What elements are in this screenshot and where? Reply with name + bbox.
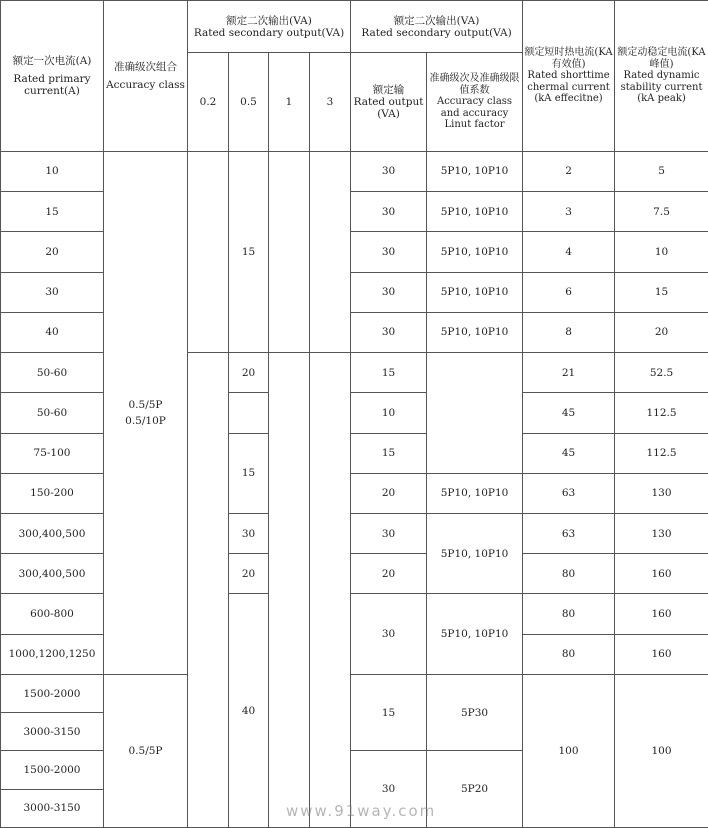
class-0.5-cell: 30: [229, 514, 269, 554]
alf-empty: [427, 353, 523, 474]
header-rated-output: 额定输 Rated output (VA): [351, 53, 427, 152]
class-3-empty-b: [310, 353, 351, 828]
header-accuracy-class: 准确级次组合 Accuracy class: [104, 1, 188, 152]
dynamic-cell: 160: [615, 554, 708, 594]
thermal-cell: 6: [523, 272, 615, 312]
dynamic-cell: 112.5: [615, 393, 708, 433]
output-cell: 15: [351, 433, 427, 473]
header-class-0.2: 0.2: [188, 53, 229, 152]
alf-group-a: 5P10, 10P10: [427, 514, 523, 594]
current-cell: 3000-3150: [1, 713, 104, 751]
current-cell: 3000-3150: [1, 789, 104, 827]
class-0.2-empty-a: [188, 151, 229, 352]
current-cell: 15: [1, 192, 104, 232]
current-cell: 50-60: [1, 393, 104, 433]
output-tall-30: 30: [351, 594, 427, 674]
header-accuracy-limit-factor: 准确级次及准确级限值系数 Accuracy class and accuracy Linut factor: [427, 53, 523, 152]
dynamic-cell: 20: [615, 312, 708, 352]
class-1-empty-b: [269, 353, 310, 828]
output-cell: 30: [351, 151, 427, 191]
current-cell: 1000,1200,1250: [1, 634, 104, 674]
class-0.5-cell: 20: [229, 554, 269, 594]
output-cell: 10: [351, 393, 427, 433]
class-0.5-empty: [229, 393, 269, 433]
alf-cell: 5P10, 10P10: [427, 312, 523, 352]
dynamic-cell: 160: [615, 594, 708, 634]
current-cell: 30: [1, 272, 104, 312]
dynamic-cell: 112.5: [615, 433, 708, 473]
dynamic-cell: 15: [615, 272, 708, 312]
current-cell: 150-200: [1, 473, 104, 513]
header-dynamic-current: 额定动稳定电流(KA峰值) Rated dynamic stability current (kA peak): [615, 1, 708, 152]
alf-5p30: 5P30: [427, 674, 523, 750]
output-large-15: 15: [351, 674, 427, 750]
alf-group-b: 5P10, 10P10: [427, 594, 523, 674]
output-cell: 20: [351, 554, 427, 594]
thermal-cell: 63: [523, 514, 615, 554]
output-cell: 30: [351, 192, 427, 232]
dynamic-cell: 5: [615, 151, 708, 191]
alf-cell: 5P10, 10P10: [427, 473, 523, 513]
dynamic-cell: 130: [615, 514, 708, 554]
thermal-100: 100: [523, 674, 615, 827]
thermal-cell: 45: [523, 393, 615, 433]
alf-5p20: 5P20: [427, 751, 523, 828]
output-cell: 20: [351, 473, 427, 513]
thermal-cell: 4: [523, 232, 615, 272]
alf-cell: 5P10, 10P10: [427, 232, 523, 272]
accuracy-class-group-b: 0.5/5P: [104, 674, 188, 827]
output-cell: 15: [351, 353, 427, 393]
header-class-0.5: 0.5: [229, 53, 269, 152]
class-0.2-empty-b: [188, 353, 229, 828]
header-class-3: 3: [310, 53, 351, 152]
thermal-cell: 80: [523, 554, 615, 594]
dynamic-cell: 7.5: [615, 192, 708, 232]
thermal-cell: 2: [523, 151, 615, 191]
alf-cell: 5P10, 10P10: [427, 192, 523, 232]
thermal-cell: 63: [523, 473, 615, 513]
table-row: [1, 151, 708, 191]
thermal-cell: 80: [523, 594, 615, 634]
output-cell: 30: [351, 312, 427, 352]
alf-cell: 5P10, 10P10: [427, 151, 523, 191]
output-cell: 30: [351, 232, 427, 272]
class-0.5-cell: 20: [229, 353, 269, 393]
table-row: [1, 674, 708, 712]
class-1-empty-a: [269, 151, 310, 352]
thermal-cell: 80: [523, 634, 615, 674]
header-primary-current: 额定一次电流(A) Rated primary current(A): [1, 1, 104, 152]
class-3-empty-a: [310, 151, 351, 352]
current-cell: 40: [1, 312, 104, 352]
thermal-cell: 21: [523, 353, 615, 393]
class-0.5-group-40: 40: [229, 594, 269, 828]
output-cell: 30: [351, 272, 427, 312]
header-secondary-output-1: 额定二次输出(VA) Rated secondary output(VA): [188, 1, 351, 53]
current-cell: 1500-2000: [1, 751, 104, 789]
header-class-1: 1: [269, 53, 310, 152]
current-cell: 300,400,500: [1, 554, 104, 594]
output-cell: 30: [351, 514, 427, 554]
watermark-text: www.91way.com: [286, 802, 437, 820]
current-cell: 1500-2000: [1, 674, 104, 712]
accuracy-class-group-a: 0.5/5P 0.5/10P: [104, 151, 188, 674]
current-cell: 10: [1, 151, 104, 191]
current-cell: 75-100: [1, 433, 104, 473]
current-cell: 20: [1, 232, 104, 272]
thermal-cell: 45: [523, 433, 615, 473]
dynamic-cell: 130: [615, 473, 708, 513]
current-cell: 300,400,500: [1, 514, 104, 554]
header-thermal-current: 额定短时热电流(KA有效值) Rated shorttime chermal current (kA effecitne): [523, 1, 615, 152]
current-cell: 50-60: [1, 353, 104, 393]
current-cell: 600-800: [1, 594, 104, 634]
header-secondary-output-2: 额定二次输出(VA) Rated secondary output(VA): [351, 1, 523, 53]
output-large-30: 30: [351, 751, 427, 828]
class-0.5-group-15b: 15: [229, 433, 269, 513]
thermal-cell: 8: [523, 312, 615, 352]
alf-cell: 5P10, 10P10: [427, 272, 523, 312]
dynamic-cell: 160: [615, 634, 708, 674]
thermal-cell: 3: [523, 192, 615, 232]
dynamic-100: 100: [615, 674, 708, 827]
class-0.5-group-15: 15: [229, 151, 269, 352]
dynamic-cell: 10: [615, 232, 708, 272]
dynamic-cell: 52.5: [615, 353, 708, 393]
